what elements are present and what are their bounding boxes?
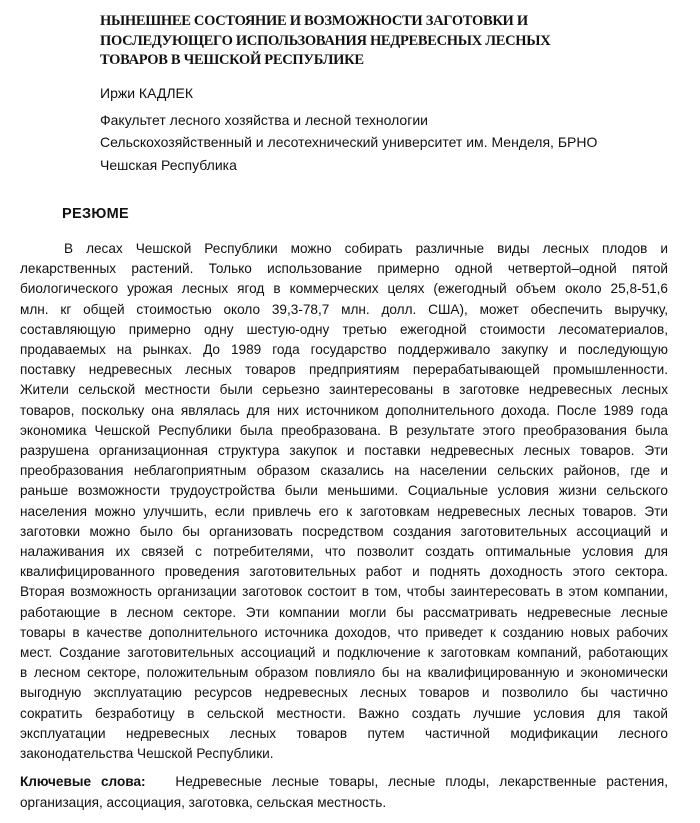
author-block — [100, 82, 597, 176]
abstract-line: населения можно улучшить, если привлечь его к заготовкам недревесных лесных товаров. Эти — [20, 503, 668, 519]
paper-title — [100, 12, 550, 71]
abstract-line: поставку недревесных лесных товаров предприятиям перерабатывающей промышленности. — [20, 362, 668, 378]
abstract-line: заготовки можно было бы организовать посредством создания заготовительных ассоциаций и — [20, 523, 668, 539]
abstract-line: работающие в лесном секторе. Эти компании могли бы рассматривать недревесные лесные — [20, 604, 668, 620]
abstract-line: в лесном секторе, положительным образом повлияло бы на квалифицированную и экономически — [20, 665, 668, 681]
abstract-body — [20, 239, 668, 764]
abstract-line: квалифицированного проведения заготовительных работ и поднять доходность этого сектора. — [20, 564, 668, 580]
abstract-line: млн. кг общей стоимостью около 39,3-78,7 млн. долл. США), может обеспечить выручку, — [20, 301, 668, 317]
keywords-line: Недревесные лесные товары, лесные плоды, лекарственные растения, — [175, 774, 668, 789]
abstract-line: В лесах Чешской Республики можно собирать различные виды лесных плодов и — [64, 241, 668, 256]
keywords-label: Ключевые слова: — [20, 774, 146, 789]
abstract-line: экономика Чешской Республики была преобразована. В результате этого преобразования была — [20, 422, 668, 438]
abstract-line: мест. Создание заготовительных ассоциаций и подключение к заготовкам компаний, работающих — [20, 645, 668, 661]
author-university: Сельскохозяйственный и лесотехнический университет им. Менделя, БРНО — [100, 134, 598, 150]
abstract-line: лекарственных растений. Только использование примерно одной четвертой–одной пятой — [20, 261, 668, 277]
abstract-line: составляющую примерно одну шестую-одну третью ежегодной стоимости лесоматериалов, — [20, 321, 668, 337]
abstract-line: раньше возможности трудоустройства были меньшими. Социальные условия жизни сельского — [20, 483, 668, 499]
abstract-line: биологического урожая лесных ягод в коммерческих целях (ежегодный объем около 25,8-51,6 — [20, 281, 668, 297]
abstract-line: преобразования неблагоприятным образом сказались на населении сельских районов, где и — [20, 463, 668, 479]
title-line: ПОСЛЕДУЮЩЕГО ИСПОЛЬЗОВАНИЯ НЕДРЕВЕСНЫХ ЛЕСНЫХ — [100, 32, 551, 49]
author-faculty: Факультет лесного хозяйства и лесной технологии — [100, 111, 428, 128]
title-line: НЫНЕШНЕЕ СОСТОЯНИЕ И ВОЗМОЖНОСТИ ЗАГОТОВКИ И — [100, 13, 528, 29]
abstract-line: товаров, поскольку она являлась для них источником дополнительного дохода. После 1989 года — [20, 402, 668, 418]
title-line: ТОВАРОВ В ЧЕШСКОЙ РЕСПУБЛИКЕ — [100, 52, 364, 68]
abstract-line: эксплуатации недревесных лесных товаров путем частичной модификации лесного — [20, 725, 668, 741]
abstract-line: налаживания их связей с потребителями, что позволит создать оптимальные условия для — [20, 544, 668, 560]
abstract-line: разрушена организационная структура закупок и поставки недревесных лесных товаров. Эти — [20, 443, 668, 459]
keywords — [20, 771, 668, 813]
author-country: Чешская Республика — [100, 156, 237, 173]
abstract-line: выгодную эксплуатацию ресурсов недревесных лесных товаров и позволило бы частично — [20, 685, 668, 701]
abstract-line: законодательства Чешской Республики. — [20, 746, 274, 762]
abstract-line: продаваемых на рынках. До 1989 года государство поддерживало закупку и последующую — [20, 342, 668, 358]
keywords-line: организация, ассоциация, заготовка, сельская местность. — [20, 795, 387, 810]
abstract-line: товары в качестве дополнительного источника доходов, что приведет к созданию новых рабочих — [20, 624, 668, 640]
abstract-line: Жители сельской местности были серьезно заинтересованы в заготовке недревесных лесных — [20, 382, 668, 398]
abstract-heading: РЕЗЮМЕ — [62, 206, 129, 222]
abstract-line: Вторая возможность организации заготовок состоит в том, чтобы заинтересовать в этом компании, — [20, 584, 668, 600]
abstract-line: сократить безработицу в сельской местности. Важно создать лучшие условия для такой — [20, 705, 668, 721]
author-name: Иржи КАДЛЕК — [100, 85, 194, 101]
